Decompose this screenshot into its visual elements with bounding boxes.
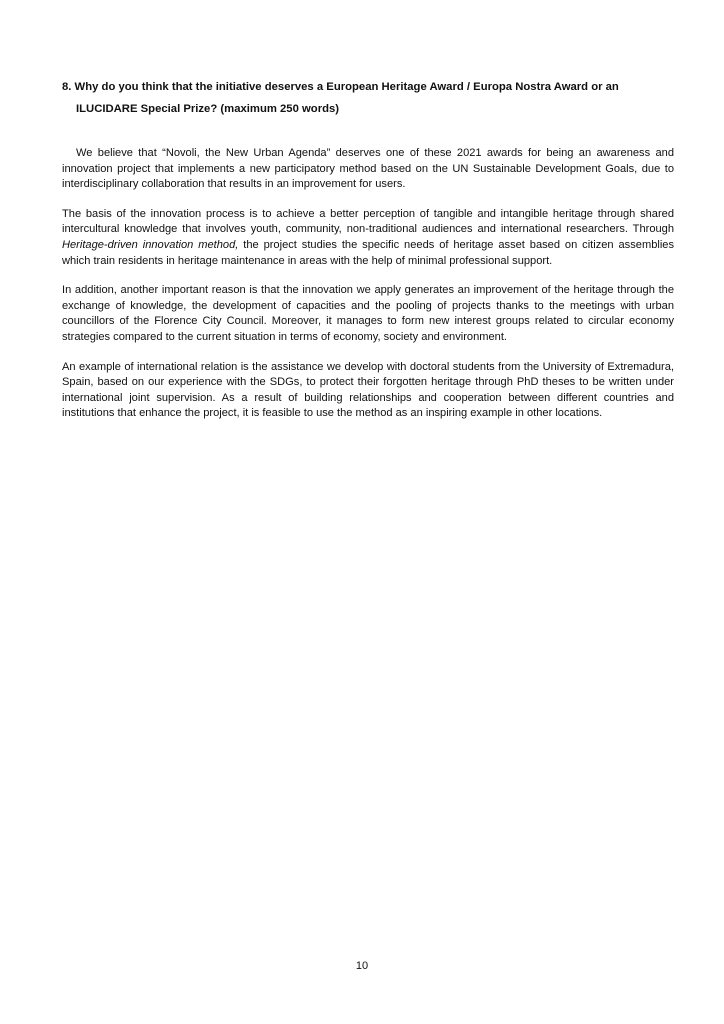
paragraph-4: An example of international relation is the assistance we develop with doctoral students from the University of Extremadura, Spain, based on our experience with the SDGs, to protect their forgotten heritage through PhD theses to be written under international joint supervision. As a result of building relationships and cooperation between different countries and institutions that enhance the project, it is feasible to use the method as an inspiring example in other locations. [62, 360, 674, 420]
question-line-1: 8. Why do you think that the initiative deserves a European Heritage Award / Europa Nostra Award or an [62, 81, 619, 93]
page-number: 10 [355, 960, 369, 972]
paragraph-2 [62, 207, 674, 269]
paragraph-3: In addition, another important reason is that the innovation we apply generates an improvement of the heritage through the exchange of knowledge, the development of capacities and the pooling of projects thanks to the meetings with urban councillors of the Florence City Council. Moreover, it manages to form new interest groups related to circular economy strategies compared to the current situation in terms of economy, society and environment. [62, 284, 674, 343]
paragraph-2-italic-term: Heritage-driven innovation method, [62, 238, 239, 251]
paragraph-2-text-before: The basis of the innovation process is to achieve a better perception of tangible and intangible heritage through shared intercultural knowledge that involves youth, community, non-traditional audiences and international researchers. Through [62, 207, 674, 236]
question-line-2: ILUCIDARE Special Prize? (maximum 250 words) [76, 103, 340, 115]
question-heading [62, 76, 674, 120]
paragraph-1: We believe that “Novoli, the New Urban Agenda” deserves one of these 2021 awards for being an awareness and innovation project that implements a new participatory method based on the UN Sustainable Development Goals, due to interdisciplinary collaboration that results in an improvement for users. [62, 147, 674, 191]
answer-body [62, 146, 674, 436]
paragraph-2-text-after: the project studies the specific needs of heritage asset based on citizen assemblies which train residents in heritage maintenance in areas with the help of minimal professional support. [62, 238, 675, 267]
